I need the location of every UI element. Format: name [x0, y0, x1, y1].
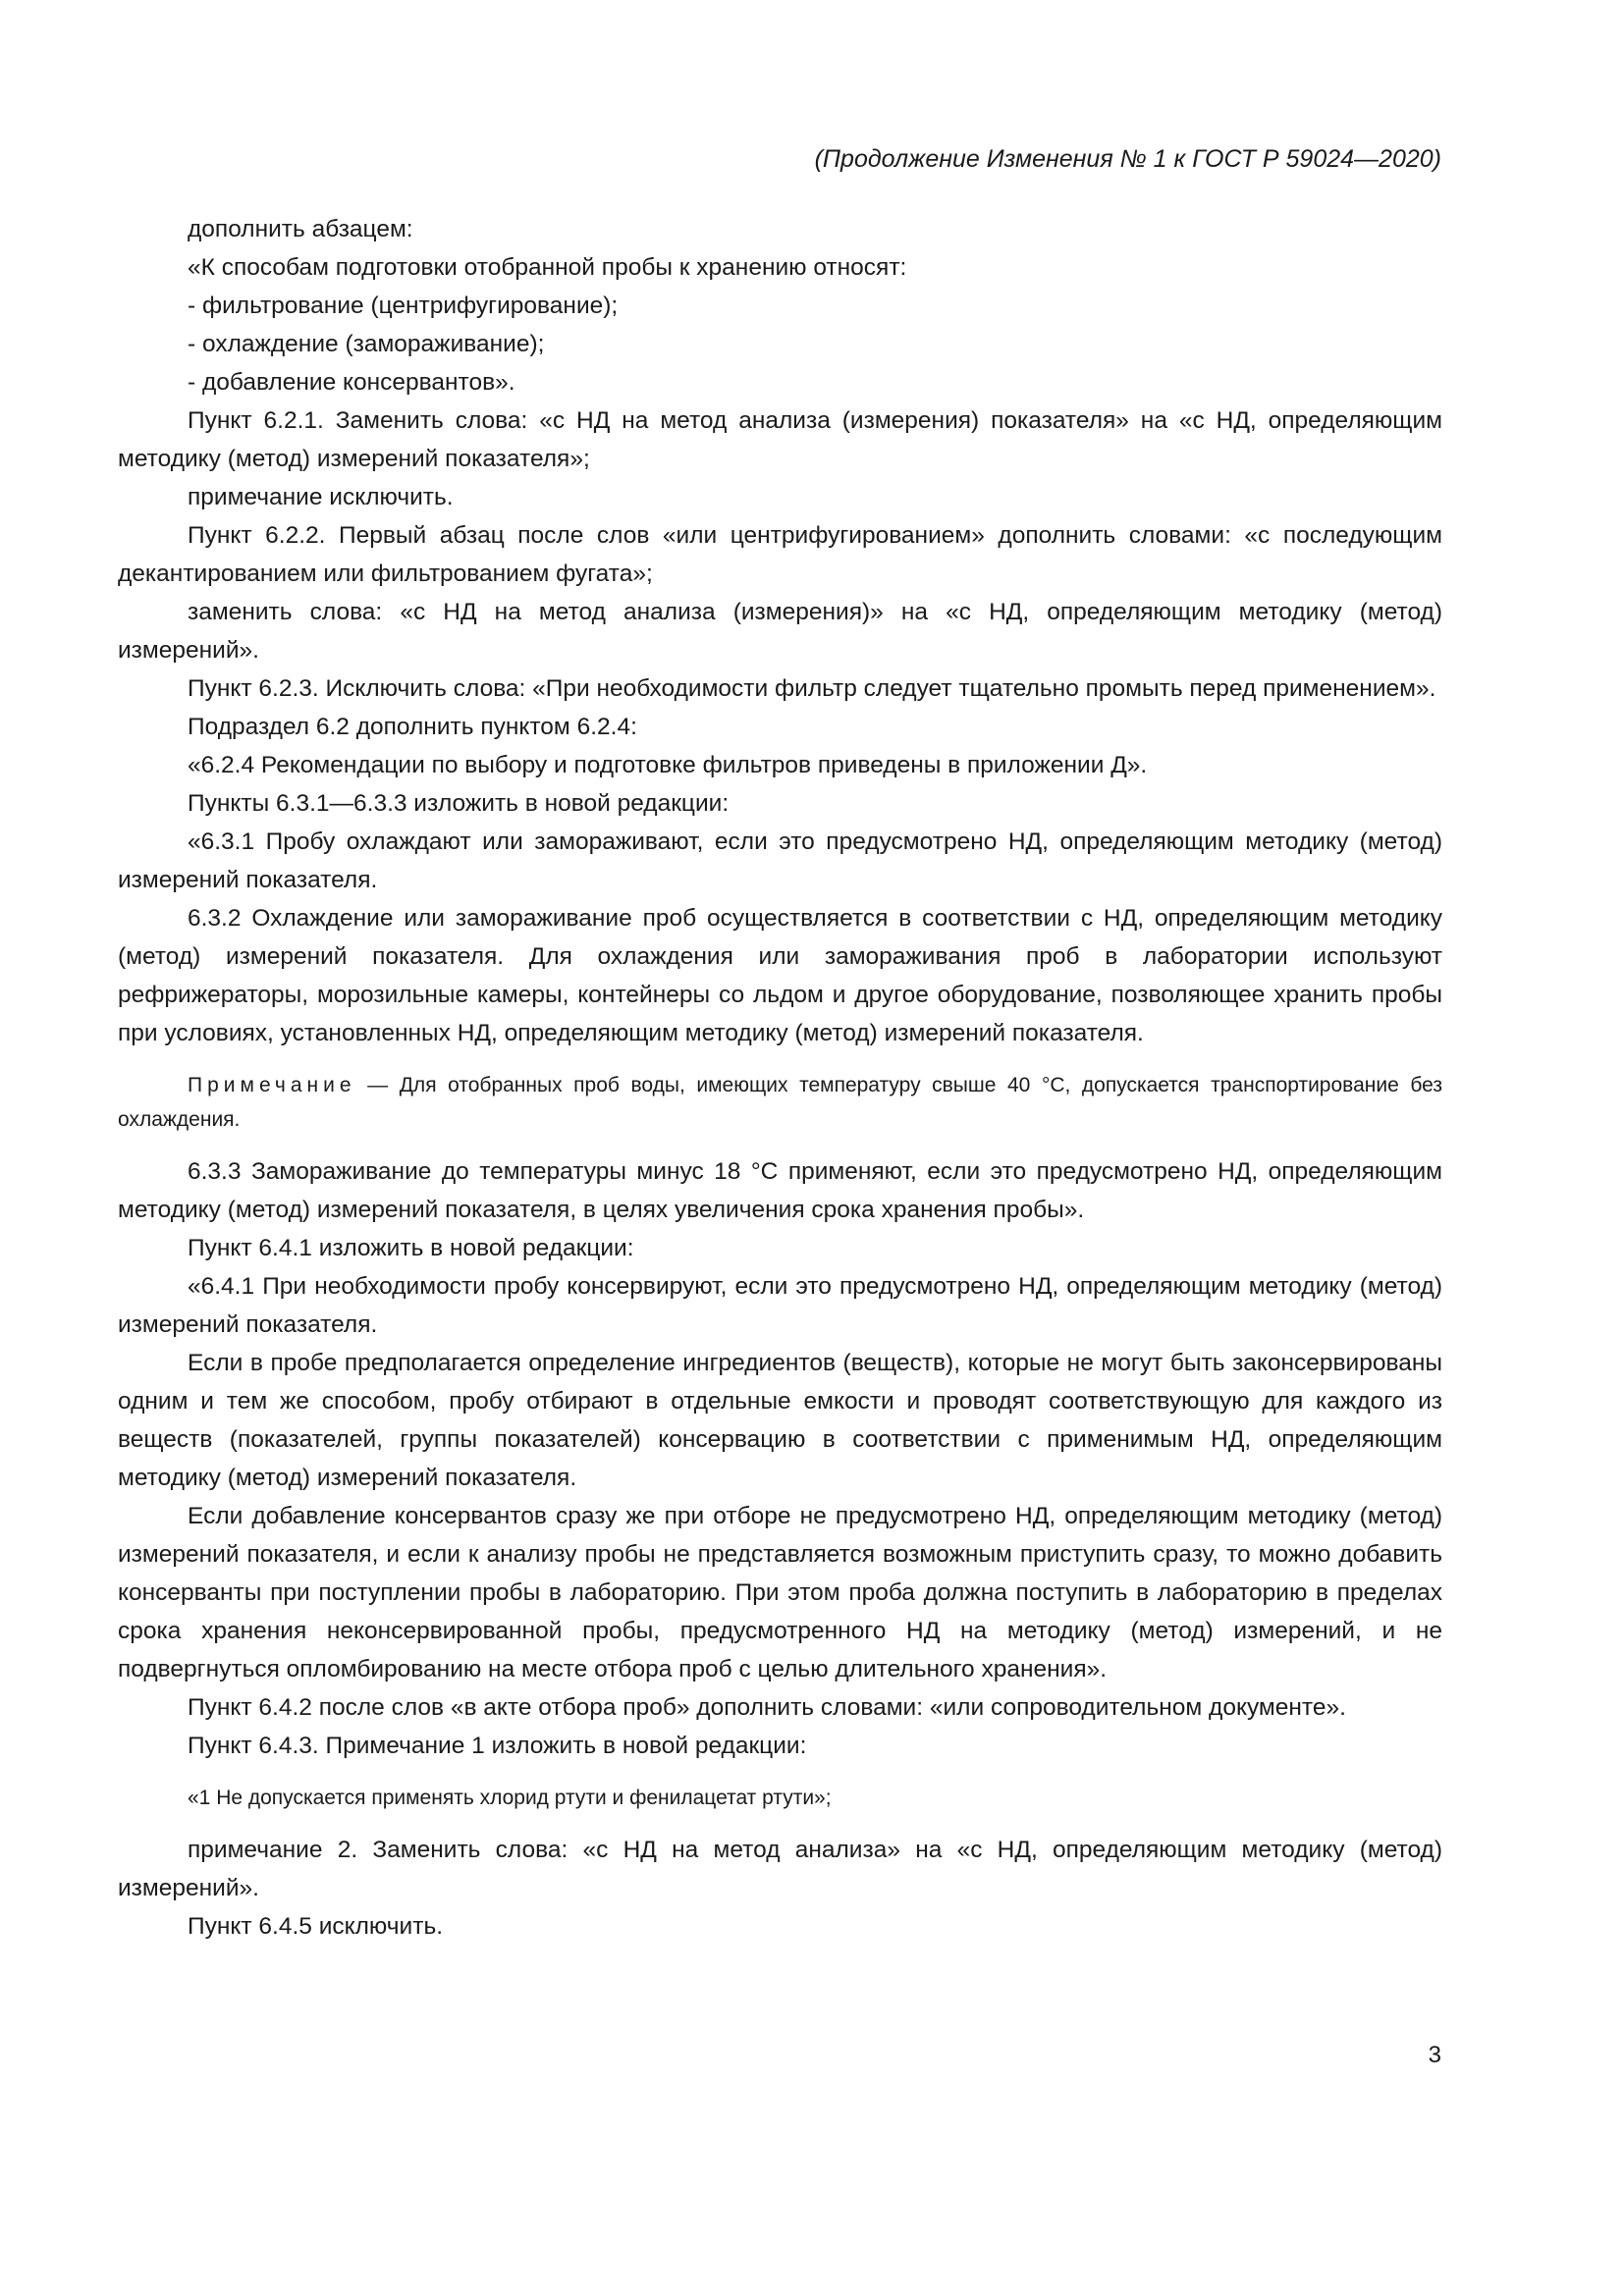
paragraph: заменить слова: «с НД на метод анализа (измерения)» на «с НД, определяющим методику (метод) измерений».: [118, 599, 1442, 664]
list-item: - добавление консервантов».: [188, 369, 515, 396]
paragraph: Пункты 6.3.1—6.3.3 изложить в новой редакции:: [188, 790, 730, 817]
paragraph: Пункт 6.2.3. Исключить слова: «При необходимости фильтр следует тщательно промыть перед применением».: [188, 675, 1436, 702]
list-item: - фильтрование (центрифугирование);: [188, 293, 619, 319]
paragraph: 6.3.2 Охлаждение или замораживание проб осуществляется в соответствии с НД, определяющим методику (метод) измерений показателя. Для охлаждения или замораживания проб в лаборатории используют рефрижераторы, морозильные камеры, контейнеры со льдом и другое оборудование, позволяющее хранить пробы при условиях, установленных НД, определяющим методику (метод) измерений показателя.: [118, 905, 1442, 1046]
document-body: [118, 210, 1442, 1946]
paragraph: «6.4.1 При необходимости пробу консервируют, если это предусмотрено НД, определяющим методику (метод) измерений показателя.: [118, 1273, 1442, 1338]
paragraph: Пункт 6.4.5 исключить.: [188, 1913, 444, 1940]
paragraph: Пункт 6.4.1 изложить в новой редакции:: [188, 1235, 634, 1261]
paragraph: Пункт 6.2.2. Первый абзац после слов «или центрифугированием» дополнить словами: «с последующим декантированием или фильтрованием фугата»;: [118, 522, 1442, 587]
page-number: 3: [1428, 2042, 1441, 2068]
paragraph: Пункт 6.4.2 после слов «в акте отбора проб» дополнить словами: «или сопроводительном документе».: [188, 1694, 1346, 1721]
paragraph: «6.3.1 Пробу охлаждают или замораживают, если это предусмотрено НД, определяющим методику (метод) измерений показателя.: [118, 828, 1442, 893]
paragraph: Пункт 6.2.1. Заменить слова: «с НД на метод анализа (измерения) показателя» на «с НД, определяющим методику (метод) измерений показателя»;: [118, 407, 1442, 472]
paragraph: примечание 2. Заменить слова: «с НД на метод анализа» на «с НД, определяющим методику (метод) измерений».: [118, 1837, 1442, 1901]
paragraph: Пункт 6.4.3. Примечание 1 изложить в новой редакции:: [188, 1733, 807, 1759]
paragraph: Если в пробе предполагается определение ингредиентов (веществ), которые не могут быть законсервированы одним и тем же способом, пробу отбирают в отдельные емкости и проводят соответствующую для каждого из веществ (показателей, группы показателей) консервацию в соответствии с применимым НД, определяющим методику (метод) измерений показателя.: [118, 1350, 1442, 1491]
paragraph: примечание исключить.: [188, 484, 454, 510]
note-text: — Для отобранных проб воды, имеющих температуру свыше 40 °С, допускается транспортирование без охлаждения.: [118, 1074, 1442, 1131]
note: «1 Не допускается применять хлорид ртути и фенилацетат ртути»;: [188, 1787, 832, 1809]
paragraph: Если добавление консервантов сразу же при отборе не предусмотрено НД, определяющим методику (метод) измерений показателя, и если к анализу пробы не представляется возможным приступить сразу, то можно добавить консерванты при поступлении пробы в лабораторию. При этом проба должна поступить в лабораторию в пределах срока хранения неконсервированной пробы, предусмотренного НД на методику (метод) измерений, и не подвергнуться опломбированию на месте отбора проб с целью длительного хранения».: [118, 1503, 1442, 1682]
paragraph: Подраздел 6.2 дополнить пунктом 6.2.4:: [188, 714, 637, 740]
paragraph: 6.3.3 Замораживание до температуры минус 18 °С применяют, если это предусмотрено НД, определяющим методику (метод) измерений показателя, в целях увеличения срока хранения пробы».: [118, 1158, 1442, 1223]
note: [118, 1068, 1442, 1137]
paragraph: дополнить абзацем:: [188, 216, 413, 242]
note-label: Примечание: [188, 1074, 356, 1096]
paragraph: «К способам подготовки отобранной пробы к хранению относят:: [188, 254, 907, 281]
list-item: - охлаждение (замораживание);: [188, 331, 545, 357]
running-header: (Продолжение Изменения № 1 к ГОСТ Р 59024—2020): [814, 145, 1441, 173]
paragraph: «6.2.4 Рекомендации по выбору и подготовке фильтров приведены в приложении Д».: [188, 752, 1148, 778]
